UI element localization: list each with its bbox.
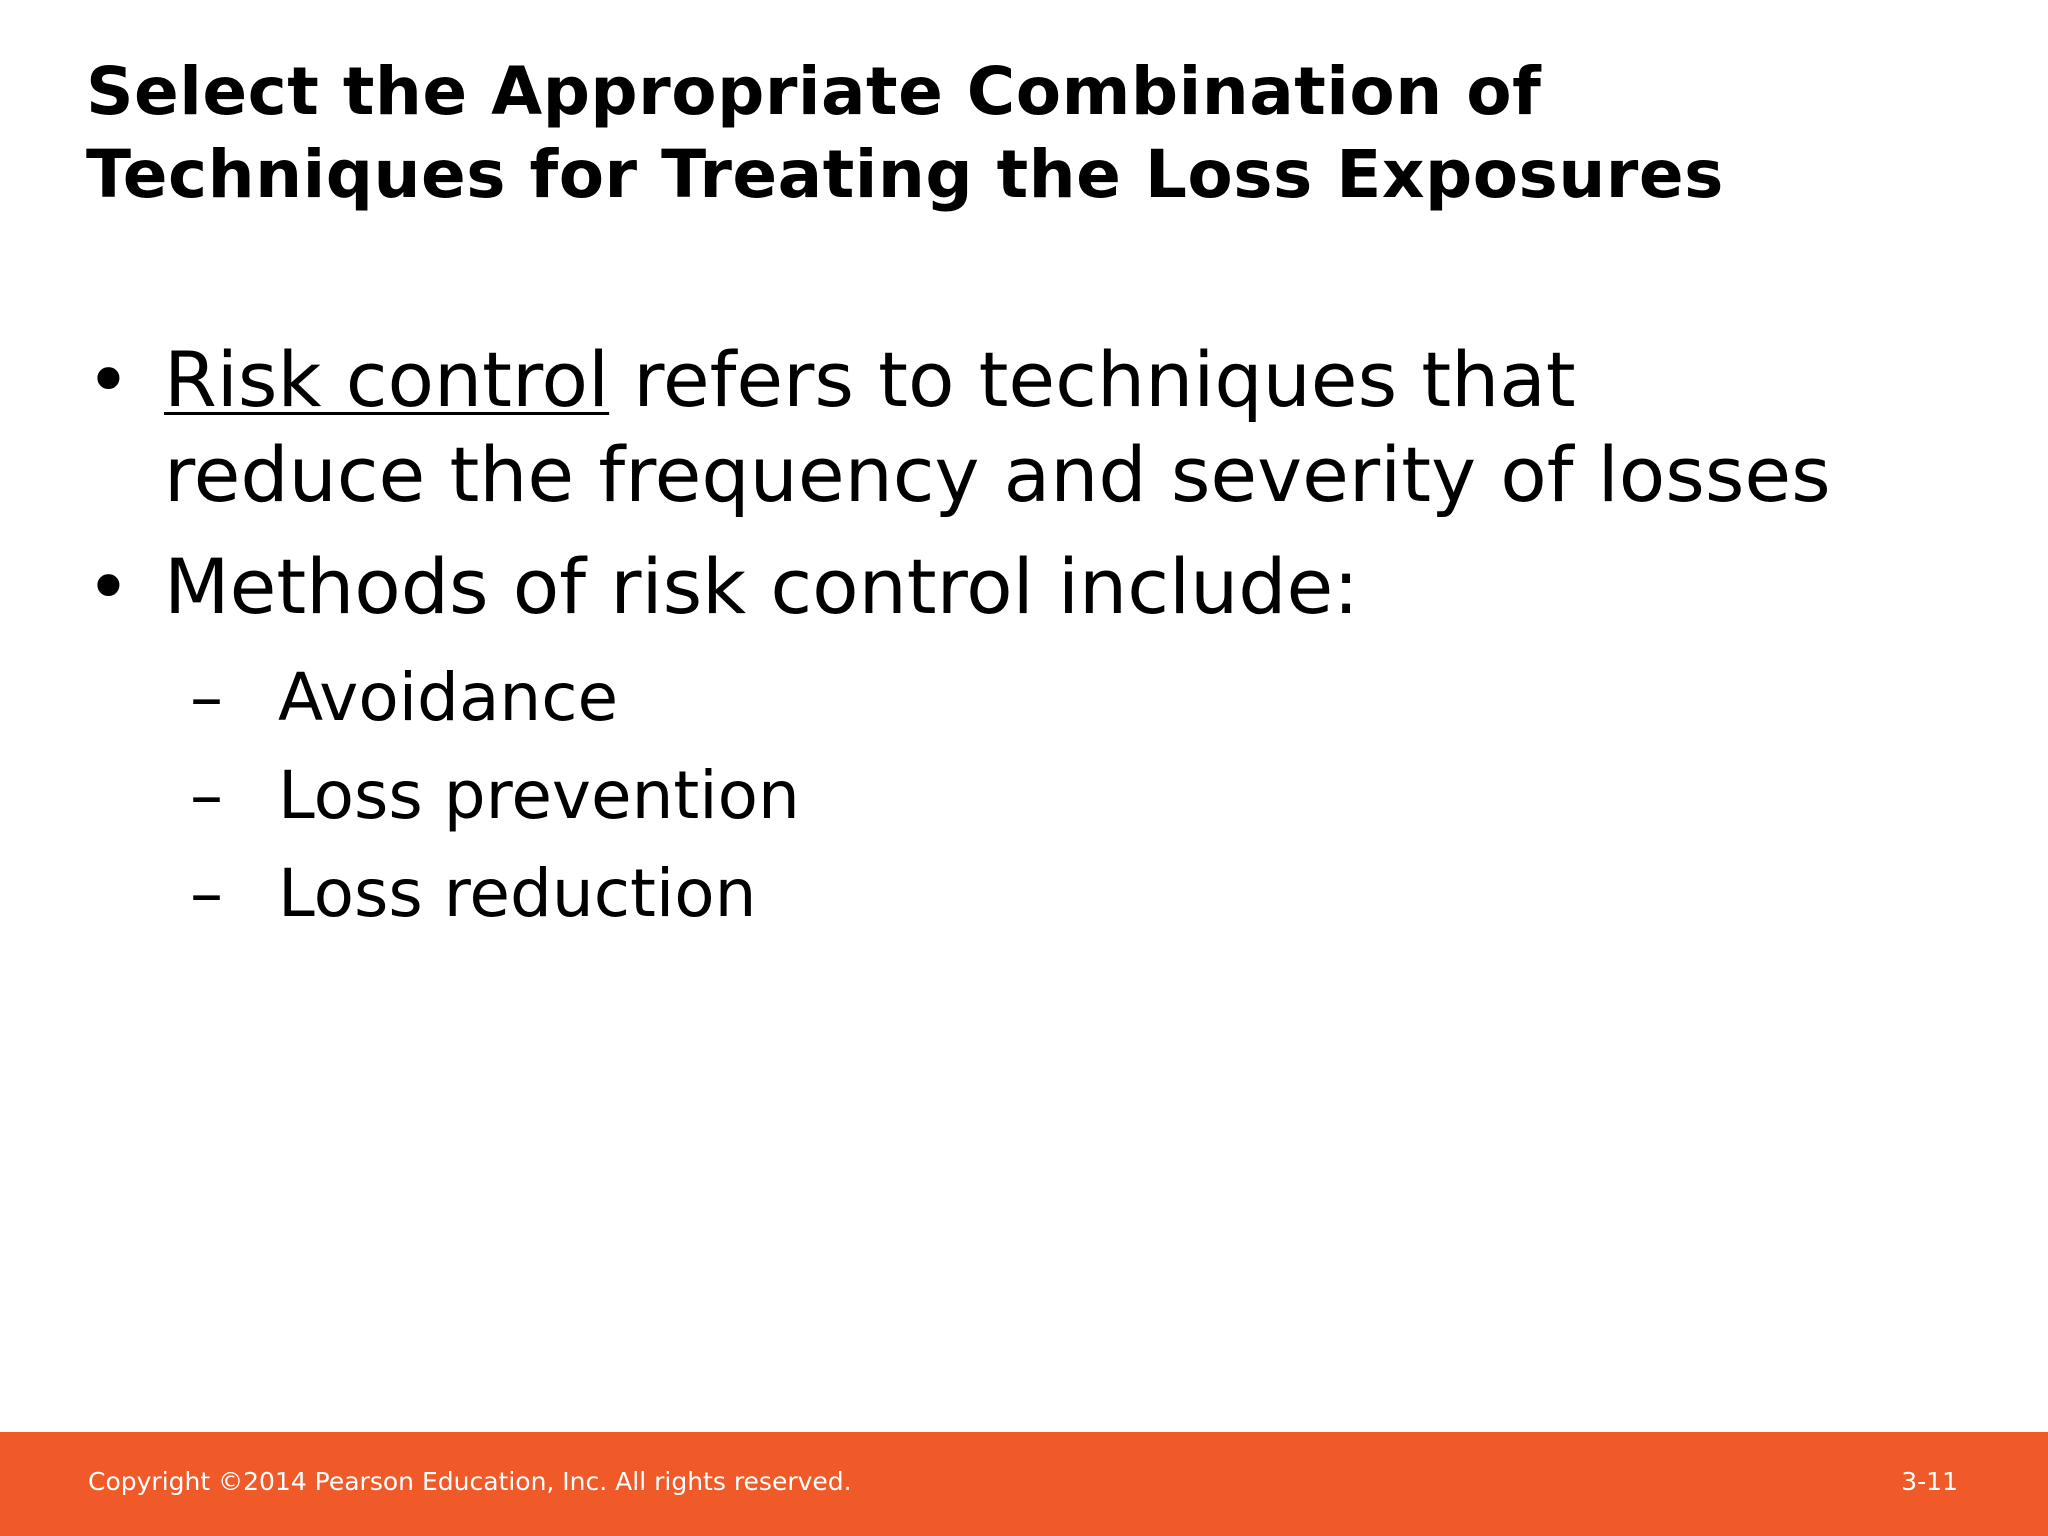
page-number: 3-11 xyxy=(1901,1467,1958,1496)
sub-item-avoidance xyxy=(86,649,1986,747)
sub-item-loss-prevention xyxy=(86,747,1986,845)
bullet-marker: • xyxy=(86,335,131,424)
slide-title xyxy=(86,50,1986,216)
bullet-list xyxy=(86,332,1986,651)
sub-item-label: Avoidance xyxy=(278,659,619,736)
slide-title-line-1: Select the Appropriate Combination of xyxy=(86,53,1542,130)
dash-marker: – xyxy=(190,659,223,736)
bullet-marker: • xyxy=(86,542,131,631)
footer-bar xyxy=(0,1432,2048,1536)
dash-marker: – xyxy=(190,757,223,834)
bullet-risk-control xyxy=(86,332,1986,522)
slide-title-line-2: Techniques for Treating the Loss Exposures xyxy=(86,136,1724,213)
risk-control-definition-line-2: reduce the frequency and severity of losses xyxy=(164,430,1831,519)
methods-sub-list xyxy=(86,649,1986,943)
copyright-notice: Copyright ©2014 Pearson Education, Inc. All rights reserved. xyxy=(88,1467,852,1496)
risk-control-term: Risk control xyxy=(164,335,610,424)
sub-item-loss-reduction xyxy=(86,845,1986,943)
dash-marker: – xyxy=(190,855,223,932)
risk-control-definition-line-1: refers to techniques that xyxy=(609,335,1576,424)
sub-item-label: Loss reduction xyxy=(278,855,757,932)
bullet-methods xyxy=(86,539,1986,634)
sub-item-label: Loss prevention xyxy=(278,757,800,834)
methods-heading: Methods of risk control include: xyxy=(164,542,1359,631)
